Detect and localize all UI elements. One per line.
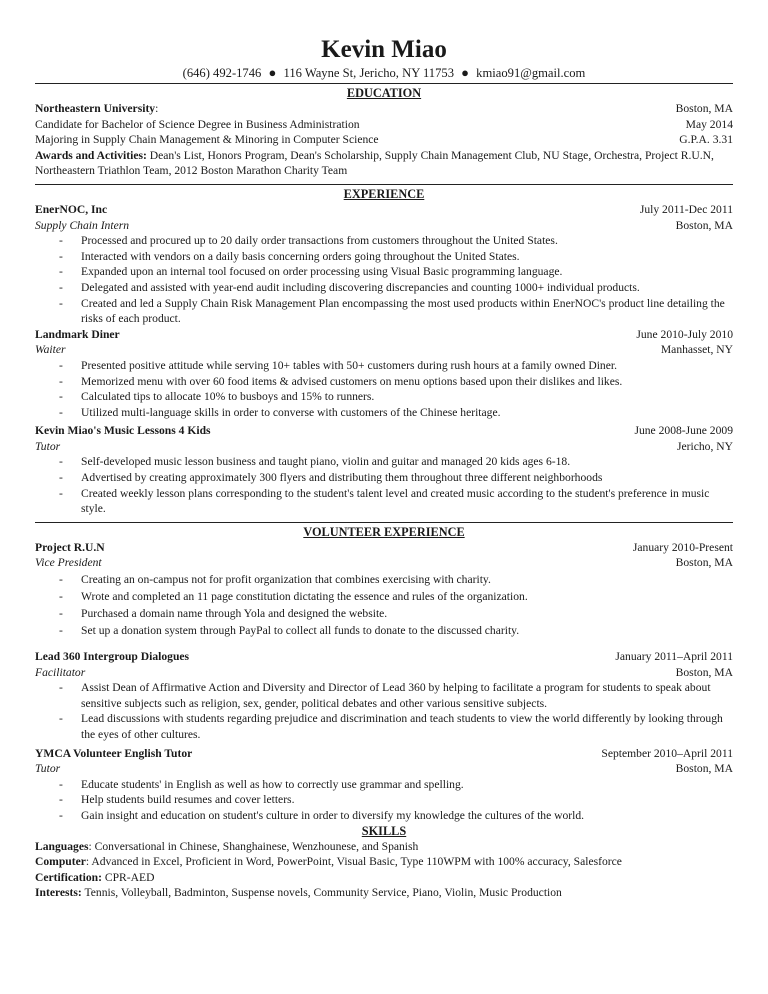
degree: Candidate for Bachelor of Science Degree in Business Administration (35, 117, 360, 131)
job-date: June 2010-July 2010 (636, 327, 733, 341)
job-location: Jericho, NY (676, 439, 733, 453)
experience-section (35, 184, 733, 517)
resume-page (35, 0, 733, 901)
school-location: Boston, MA (675, 102, 733, 115)
list-item: - Self-developed music lesson business and taught piano, violin and guitar and managed 20 kids ages 6-18. (59, 454, 733, 470)
job-org: YMCA Volunteer English Tutor (35, 746, 193, 760)
education-section (35, 83, 733, 179)
job-role: Vice President (35, 556, 102, 570)
job-subheader (35, 555, 733, 571)
list-item: - Gain insight and education on student's culture in order to diversify my knowledge the cultures of the world. (59, 808, 733, 824)
job-subheader (35, 761, 733, 777)
job-date: January 2010-Present (632, 540, 733, 554)
list-item: - Presented positive attitude while serving 10+ tables with 50+ customers during rush hours at a family owned Diner. (59, 358, 733, 374)
list-item: - Processed and procured up to 20 daily order transactions from customers throughout the United States. (59, 233, 733, 249)
section-title: SKILLS (361, 823, 407, 838)
list-item: - Educate students' in English as well as how to correctly use grammar and spelling. (59, 777, 733, 793)
job-location: Manhasset, NY (660, 343, 733, 357)
degree-row (35, 117, 733, 133)
job-entry (35, 649, 733, 743)
job-subheader (35, 665, 733, 681)
list-item: - Assist Dean of Affirmative Action and Diversity and Director of Lead 360 by helping to facilitate a program for students to speak about sensitive subjects such as religion, sex, gender, political debates and other various sensitive subjects. (59, 680, 733, 711)
phone-number: (646) 492-1746 (182, 66, 262, 80)
skills-section (35, 824, 733, 901)
job-date: June 2008-June 2009 (634, 424, 733, 438)
job-org: Lead 360 Intergroup Dialogues (35, 650, 190, 664)
job-role: Supply Chain Intern (35, 218, 130, 232)
computer-label: Computer (35, 855, 86, 869)
section-title: EXPERIENCE (343, 186, 425, 201)
job-bullets (35, 358, 733, 420)
major: Majoring in Supply Chain Management & Minoring in Computer Science (35, 133, 379, 147)
list-item: - Advertised by creating approximately 300 flyers and distributing them throughout three different neighborhoods (59, 470, 733, 486)
job-subheader (35, 218, 733, 234)
section-title: EDUCATION (346, 86, 422, 100)
list-item: - Set up a donation system through PayPal to collect all funds to donate to the discussed charity. (59, 622, 733, 639)
job-org: EnerNOC, Inc (35, 202, 108, 216)
major-row (35, 132, 733, 148)
job-header (35, 649, 733, 665)
job-date: July 2011-Dec 2011 (639, 202, 733, 216)
job-entry (35, 327, 733, 421)
job-role: Tutor (35, 762, 61, 776)
list-item: - Lead discussions with students regarding prejudice and discrimination and teach students to view the world differently by looking through the eyes of other cultures. (59, 711, 733, 742)
job-subheader (35, 342, 733, 358)
job-bullets (35, 680, 733, 742)
job-entry (35, 540, 733, 639)
job-role: Tutor (35, 439, 61, 453)
job-role: Facilitator (35, 665, 86, 679)
list-item: - Wrote and completed an 11 page constitution dictating the essence and rules of the organization. (59, 588, 733, 605)
address: 116 Wayne St, Jericho, NY 11753 (283, 66, 454, 80)
job-org: Landmark Diner (35, 327, 120, 341)
list-item: - Delegated and assisted with year-end audit including discovering discrepancies and counting 1000+ individual products. (59, 280, 733, 296)
list-item: - Interacted with vendors on a daily basis concerning orders going throughout the United States. (59, 249, 733, 265)
school-name (35, 101, 158, 117)
job-org: Kevin Miao's Music Lessons 4 Kids (35, 424, 211, 438)
job-date: January 2011–April 2011 (615, 650, 733, 664)
volunteer-section (35, 522, 733, 824)
certification-line (35, 870, 733, 886)
bullet-icon: ● (268, 65, 277, 80)
job-header (35, 327, 733, 343)
school-name-colon: : (155, 102, 159, 115)
languages-text: : Conversational in Chinese, Shanghainese, Wenzhounese, and Spanish (88, 839, 419, 853)
certification-label: Certification: (35, 870, 102, 884)
email: kmiao91@gmail.com (476, 66, 586, 80)
job-location: Boston, MA (675, 762, 733, 776)
job-date: September 2010–April 2011 (601, 746, 733, 760)
list-item: - Purchased a domain name through Yola and designed the website. (59, 605, 733, 622)
bullet-icon: ● (461, 65, 470, 80)
list-item: - Calculated tips to allocate 10% to busboys and 15% to runners. (59, 389, 733, 405)
awards (35, 148, 733, 179)
computer-line (35, 854, 733, 870)
graduation-date: May 2014 (685, 117, 733, 131)
job-header (35, 202, 733, 218)
job-header (35, 746, 733, 762)
job-entry (35, 423, 733, 517)
list-item: - Expanded upon an internal tool focused on order processing using Visual Basic programming language. (59, 264, 733, 280)
gpa: G.P.A. 3.31 (679, 133, 733, 147)
section-title: VOLUNTEER EXPERIENCE (303, 524, 465, 539)
list-item: - Creating an on-campus not for profit organization that combines exercising with charity. (59, 571, 733, 588)
contact-line (35, 65, 733, 81)
list-item: - Created and led a Supply Chain Risk Management Plan encompassing the most used products within EnerNOC's product line detailing the risks of each product. (59, 296, 733, 327)
job-entry (35, 746, 733, 824)
languages-line (35, 839, 733, 855)
job-org: Project R.U.N (35, 540, 105, 554)
certification-text: CPR-AED (101, 870, 155, 884)
job-bullets (35, 571, 733, 639)
candidate-name: Kevin Miao (321, 36, 447, 63)
job-entry (35, 202, 733, 327)
job-role: Waiter (35, 343, 66, 357)
school-name-text: Northeastern University (35, 102, 156, 115)
list-item: - Created weekly lesson plans corresponding to the student's talent level and created music according to the student's preference in music style. (59, 486, 733, 517)
education-school-row (35, 101, 733, 117)
list-item: - Utilized multi-language skills in order to converse with customers of the Chinese heritage. (59, 405, 733, 421)
list-item: - Memorized menu with over 60 food items & advised customers on menu options based upon their dislikes and likes. (59, 374, 733, 390)
computer-text: : Advanced in Excel, Proficient in Word, PowerPoint, Visual Basic, Type 110WPM with 100% accuracy, Salesforce (85, 855, 622, 869)
job-bullets (35, 777, 733, 824)
job-location: Boston, MA (675, 556, 733, 570)
interests-label: Interests: (35, 886, 82, 900)
interests-text: Tennis, Volleyball, Badminton, Suspense novels, Community Service, Piano, Violin, Music Production (81, 886, 562, 900)
job-bullets (35, 233, 733, 327)
list-item: - Help students build resumes and cover letters. (59, 792, 733, 808)
job-location: Boston, MA (675, 218, 733, 232)
job-header (35, 540, 733, 556)
languages-label: Languages (35, 839, 89, 853)
awards-label: Awards and Activities: (35, 148, 147, 162)
awards-text: Dean's List, Honors Program, Dean's Scholarship, Supply Chain Management Club, NU Stage, Orchestra, Project R.U.N, Northeastern Triathlon Team, 2012 Boston Marathon Charity Team (35, 148, 714, 178)
job-location: Boston, MA (675, 665, 733, 679)
job-header (35, 423, 733, 439)
job-subheader (35, 439, 733, 455)
interests-line (35, 885, 733, 901)
job-bullets (35, 454, 733, 516)
